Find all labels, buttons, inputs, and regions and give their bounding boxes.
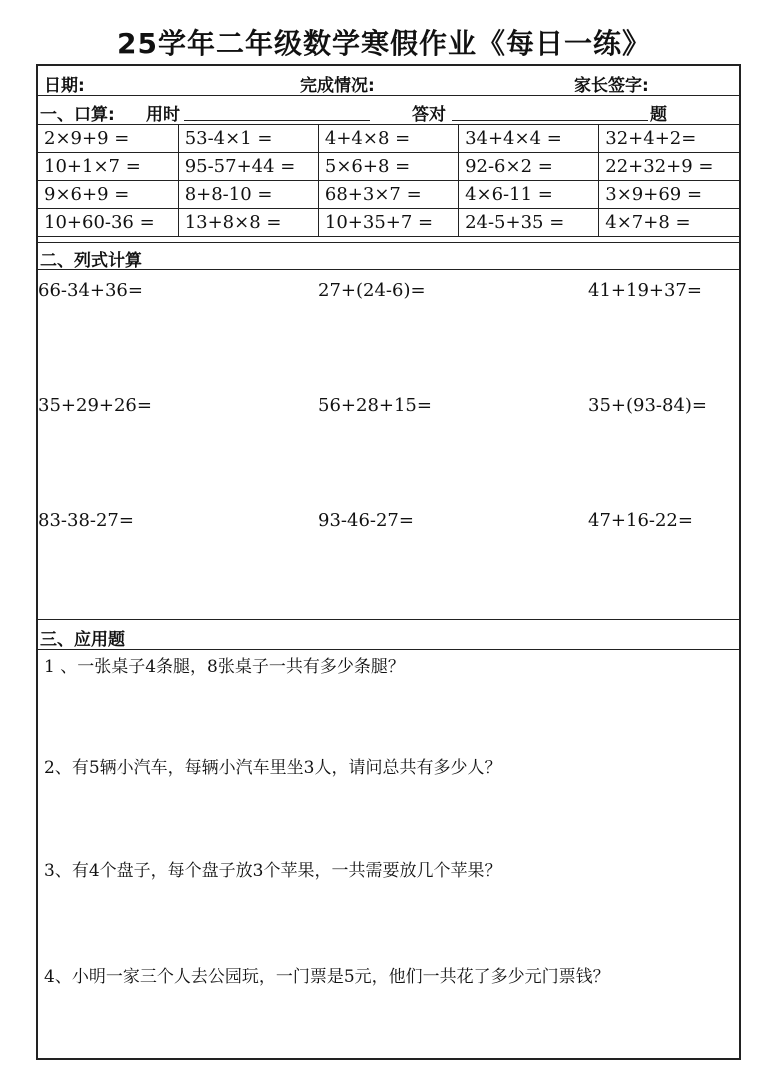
- worksheet-title: 25学年二年级数学寒假作业《每日一练》: [117, 27, 651, 60]
- oral-calc-cell: 3×9+69 =: [599, 181, 739, 209]
- oral-calc-cell: 95-57+44 =: [178, 153, 318, 181]
- oral-calc-cell: 8+8-10 =: [178, 181, 318, 209]
- section1-heading: [38, 96, 739, 124]
- word-problem: 4、小明一家三个人去公园玩，一门票是5元，他们一共花了多少元门票钱？: [44, 967, 610, 987]
- written-calc-item: 27+(24-6)=: [318, 280, 426, 301]
- section3-heading: [38, 620, 739, 650]
- oral-calc-cell: 10+60-36 =: [38, 209, 178, 237]
- oral-calc-cell: 4×7+8 =: [599, 209, 739, 237]
- oral-calc-row: [38, 125, 739, 153]
- written-calc-item: 35+(93-84)=: [588, 395, 708, 416]
- oral-calc-cell: 22+32+9 =: [599, 153, 739, 181]
- oral-calc-cell: 92-6×2 =: [459, 153, 599, 181]
- oral-calc-row: [38, 153, 739, 181]
- oral-calc-row: [38, 181, 739, 209]
- written-calc-item: 66-34+36=: [38, 280, 143, 301]
- oral-calc-cell: 13+8×8 =: [178, 209, 318, 237]
- correct-label: 答对: [412, 105, 446, 125]
- oral-calc-cell: 10+1×7 =: [38, 153, 178, 181]
- written-calc-area: [38, 270, 739, 620]
- oral-calc-cell: 24-5+35 =: [459, 209, 599, 237]
- time-blank[interactable]: [184, 120, 370, 121]
- oral-calc-cell: 53-4×1 =: [178, 125, 318, 153]
- written-calc-item: 93-46-27=: [318, 510, 414, 531]
- worksheet-sheet: [36, 64, 741, 1060]
- written-calc-item: 41+19+37=: [588, 280, 702, 301]
- oral-calc-table: [38, 124, 739, 237]
- oral-calc-cell: 34+4×4 =: [459, 125, 599, 153]
- oral-calc-cell: 32+4+2=: [599, 125, 739, 153]
- word-problem: 3、有4个盘子，每个盘子放3个苹果，一共需要放几个苹果？: [44, 861, 502, 881]
- written-calc-item: 83-38-27=: [38, 510, 134, 531]
- unit-label: 题: [650, 105, 667, 125]
- oral-calc-cell: 10+35+7 =: [318, 209, 458, 237]
- date-label: 日期:: [44, 76, 85, 96]
- word-problems-area: [38, 650, 739, 1058]
- oral-calc-cell: 9×6+9 =: [38, 181, 178, 209]
- completion-label: 完成情况:: [300, 76, 375, 96]
- oral-calc-cell: 4+4×8 =: [318, 125, 458, 153]
- oral-calc-row: [38, 209, 739, 237]
- written-calc-item: 56+28+15=: [318, 395, 432, 416]
- section2-heading: [38, 242, 739, 270]
- correct-blank[interactable]: [452, 120, 648, 121]
- section2-label: 二、列式计算: [40, 251, 142, 271]
- parent-sign-label: 家长签字:: [574, 76, 649, 96]
- section3-label: 三、应用题: [40, 630, 125, 650]
- word-problem: 1 、一张桌子4条腿，8张桌子一共有多少条腿？: [44, 657, 405, 677]
- oral-calc-cell: 5×6+8 =: [318, 153, 458, 181]
- time-label: 用时: [146, 105, 180, 125]
- word-problem: 2、有5辆小汽车，每辆小汽车里坐3人，请问总共有多少人？: [44, 758, 502, 778]
- written-calc-item: 35+29+26=: [38, 395, 152, 416]
- oral-calc-cell: 68+3×7 =: [318, 181, 458, 209]
- oral-calc-cell: 2×9+9 =: [38, 125, 178, 153]
- header-row: [38, 66, 739, 96]
- written-calc-item: 47+16-22=: [588, 510, 693, 531]
- oral-calc-cell: 4×6-11 =: [459, 181, 599, 209]
- section1-label: 一、口算:: [40, 105, 115, 125]
